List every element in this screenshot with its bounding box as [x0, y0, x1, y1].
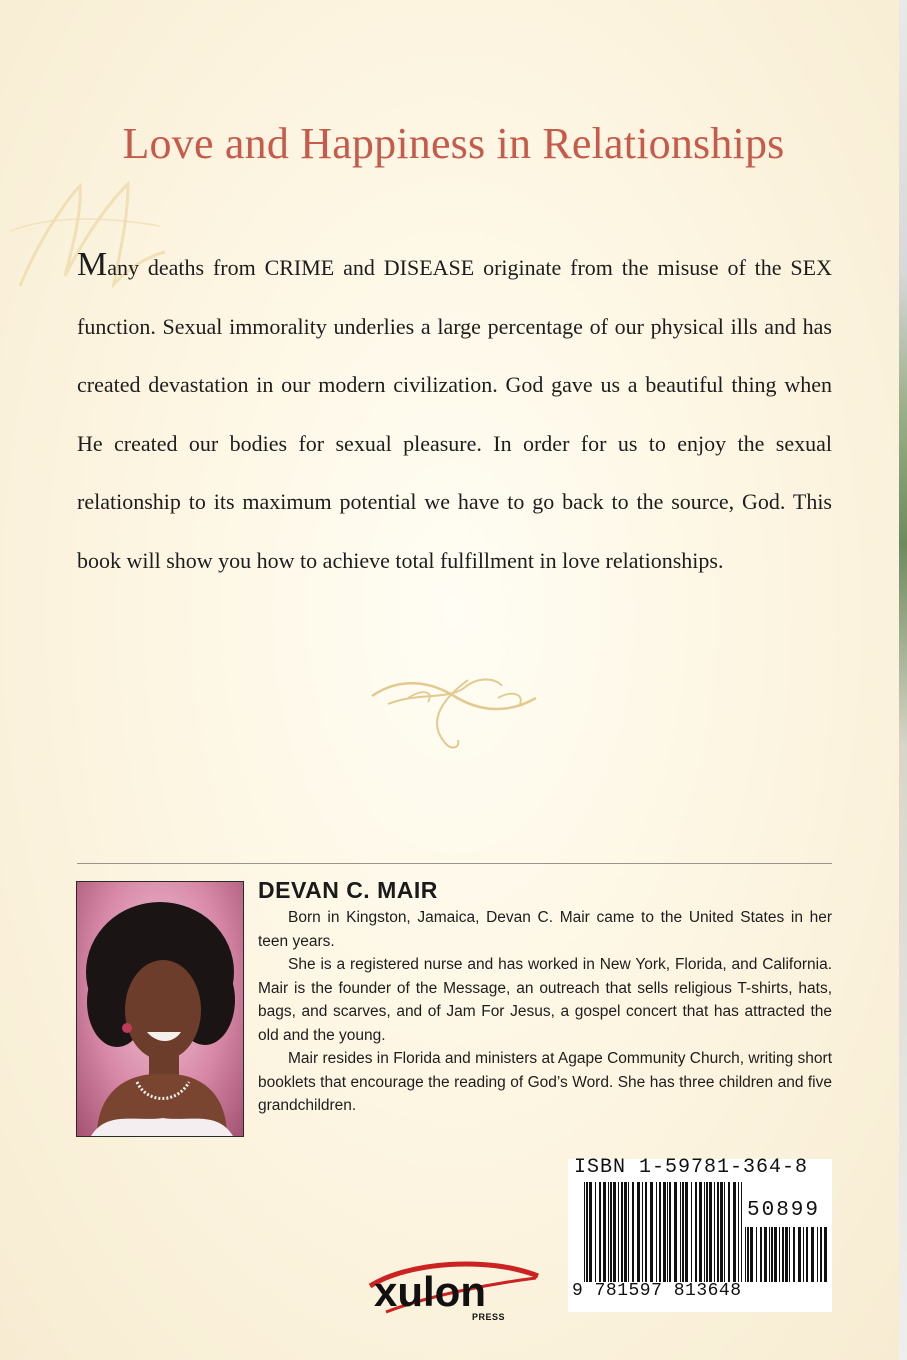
barcode-bar [586, 1182, 588, 1282]
barcode-bar [637, 1182, 640, 1282]
barcode-bar [824, 1227, 827, 1282]
barcode-bar [659, 1182, 661, 1282]
barcode-bar [811, 1227, 814, 1282]
barcode-bar [817, 1227, 818, 1282]
barcode-bar [782, 1227, 784, 1282]
barcode-bar [603, 1182, 606, 1282]
isbn-label: ISBN 1-59781-364-8 [574, 1156, 809, 1179]
barcode-bar [618, 1182, 619, 1282]
barcode-bar [720, 1182, 723, 1282]
barcode-bar [798, 1227, 801, 1282]
author-name: DEVAN C. MAIR [258, 877, 438, 903]
back-cover-blurb [77, 236, 832, 590]
barcode-bar [608, 1182, 609, 1282]
bio-paragraph: Born in Kingston, Jamaica, Devan C. Mair came to the United States in her teen years. [258, 909, 832, 950]
book-title: Love and Happiness in Relationships [122, 119, 785, 168]
barcode-bar [789, 1227, 790, 1282]
barcode-bar [769, 1227, 770, 1282]
barcode-bar [745, 1227, 746, 1282]
bio-paragraph: She is a registered nurse and has worked in New York, Florida, and California. Mair is the founder of the Message, an outreach that sells religious T-shirts, hats, bags, and scarves, and of Jam For Jesus, a gospel concert that has attracted the old and the young. [258, 956, 832, 1044]
barcode-bar [738, 1182, 739, 1282]
price-code-label: 50899 [747, 1199, 821, 1222]
barcode-bar [803, 1227, 804, 1282]
author-portrait-illustration [77, 882, 243, 1136]
logo-wordmark: xulon [374, 1268, 486, 1315]
section-divider [77, 863, 832, 864]
barcode-bar [628, 1182, 629, 1282]
blurb-dropcap: M [77, 246, 108, 283]
xulon-press-logo [368, 1256, 544, 1328]
barcode-bar [741, 1182, 742, 1282]
barcode-bar [584, 1182, 585, 1282]
cover-edge-strip [899, 0, 907, 1360]
barcode-bar [621, 1182, 623, 1282]
barcode-bar [589, 1182, 592, 1282]
barcode-bar [771, 1227, 773, 1282]
barcode-bar [685, 1182, 688, 1282]
blurb-text: any deaths from CRIME and DISEASE originate from the misuse of the SEX function. Sexual immorality underlies a large percentage of our physical ills and has created devastation in our modern civilization. God gave us a beautiful thing when He created our bodies for sexual pleasure. In order for us to enjoy the sexual relationship to its maximum potential we have to go back to the source, God. This book will show you how to achieve total fulfillment in love relationships. [77, 255, 832, 573]
barcode-bar [669, 1182, 671, 1282]
barcode-bar [613, 1182, 616, 1282]
barcode-bar [714, 1182, 715, 1282]
barcode-bar [674, 1182, 677, 1282]
barcode-bar [645, 1182, 647, 1282]
barcode-bar [709, 1182, 712, 1282]
barcode-bar [733, 1182, 736, 1282]
barcode-bar [704, 1182, 705, 1282]
barcode-bar [691, 1182, 692, 1282]
barcode-bar [667, 1182, 668, 1282]
barcode-bar [695, 1182, 697, 1282]
barcode-bar [820, 1227, 822, 1282]
barcode-bar [680, 1182, 681, 1282]
barcode-bar [599, 1182, 601, 1282]
barcode-bar [650, 1182, 653, 1282]
ean-number: 9 781597 813648 [572, 1281, 742, 1301]
barcode-bar [624, 1182, 627, 1282]
ean-barcode-bars [584, 1182, 742, 1282]
barcode-bar [706, 1182, 708, 1282]
author-photo [76, 881, 244, 1137]
bio-paragraph: Mair resides in Florida and ministers at Agape Community Church, writing short booklets that encourage the reading of God’s Word. She has three children and five grandchildren. [258, 1050, 832, 1114]
flourish-ornament-icon [368, 668, 540, 752]
barcode-bar [756, 1227, 757, 1282]
barcode-bar [595, 1182, 596, 1282]
barcode-bar [806, 1227, 808, 1282]
barcode-bar [699, 1182, 702, 1282]
barcode-bar [682, 1182, 684, 1282]
logo-press-label: PRESS [472, 1312, 506, 1322]
barcode-bar [750, 1227, 753, 1282]
author-bio [258, 906, 832, 1118]
barcode-bar [760, 1227, 762, 1282]
barcode-bar [656, 1182, 657, 1282]
barcode-bar [728, 1182, 730, 1282]
barcode-bar [724, 1182, 725, 1282]
barcode-bar [764, 1227, 767, 1282]
barcode-bar [642, 1182, 643, 1282]
barcode-bar [779, 1227, 780, 1282]
barcode-bar [793, 1227, 795, 1282]
barcode-bar [663, 1182, 666, 1282]
barcode-bar [747, 1227, 749, 1282]
addon-barcode-bars [745, 1227, 827, 1282]
barcode-bar [774, 1227, 777, 1282]
barcode-bar [610, 1182, 612, 1282]
barcode-bar [632, 1182, 634, 1282]
barcode-bar [785, 1227, 788, 1282]
barcode-bar [717, 1182, 719, 1282]
